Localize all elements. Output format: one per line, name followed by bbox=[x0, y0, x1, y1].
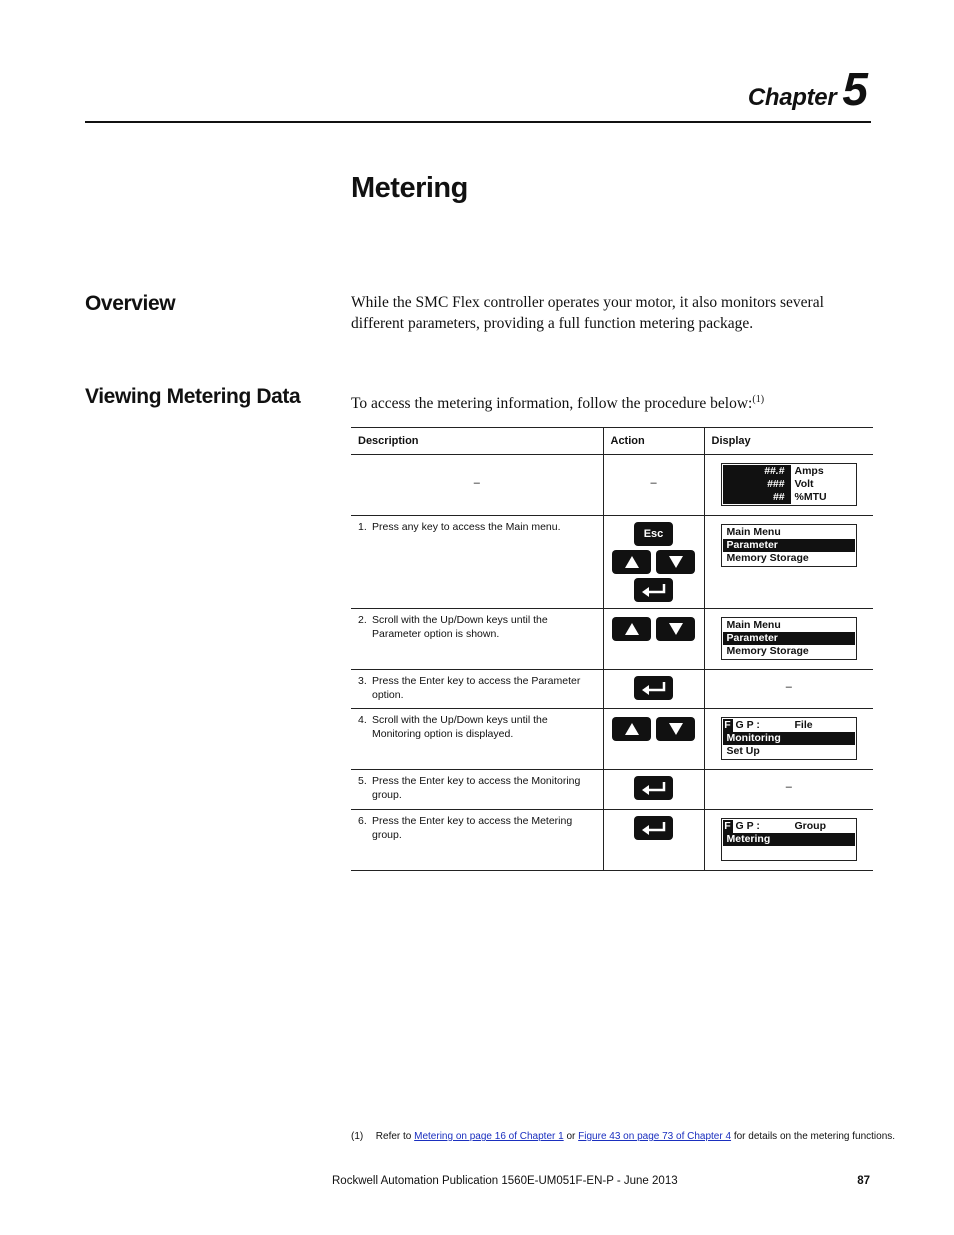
display-cell bbox=[704, 609, 873, 670]
header-action: Action bbox=[603, 428, 704, 455]
step-number: 6. bbox=[358, 815, 367, 827]
chapter-number: 5 bbox=[842, 63, 868, 115]
page-number: 87 bbox=[857, 1175, 870, 1187]
description-cell bbox=[351, 810, 603, 871]
description-cell bbox=[351, 670, 603, 709]
step-text: Press the Enter key to access the Parameter option. bbox=[372, 675, 581, 701]
lcd-display bbox=[721, 463, 857, 506]
down-arrow-icon bbox=[656, 617, 695, 641]
table-row bbox=[351, 609, 873, 670]
display-cell bbox=[704, 770, 873, 810]
lcd-line: Memory Storage bbox=[726, 552, 809, 564]
lcd-unit: Amps bbox=[794, 465, 824, 477]
step-text: Scroll with the Up/Down keys until the Monitoring option is displayed. bbox=[372, 714, 548, 740]
lcd-display bbox=[721, 524, 857, 567]
step-number: 1. bbox=[358, 521, 367, 533]
lcd-value: ### bbox=[723, 478, 791, 491]
display-cell bbox=[704, 709, 873, 770]
chapter-label: Chapter bbox=[747, 84, 837, 111]
lcd-header-value: File bbox=[794, 719, 813, 731]
action-cell bbox=[603, 810, 704, 871]
description-cell bbox=[351, 516, 603, 609]
footnote bbox=[351, 1131, 895, 1142]
lcd-line-selected: Monitoring bbox=[723, 732, 855, 745]
footnote-middle: or bbox=[566, 1131, 576, 1142]
description-cell bbox=[351, 770, 603, 810]
figure-link[interactable]: Figure 43 on page 73 of Chapter 4 bbox=[578, 1131, 732, 1142]
overview-heading: Overview bbox=[85, 292, 176, 315]
step-number: 2. bbox=[358, 614, 367, 626]
lcd-header-value: Group bbox=[794, 820, 826, 832]
metering-page-link[interactable]: Metering on page 16 of Chapter 1 bbox=[414, 1131, 564, 1142]
overview-text: While the SMC Flex controller operates your motor, it also monitors several different parameters, providing a full function metering package. bbox=[351, 294, 824, 332]
table-header-row bbox=[351, 428, 873, 455]
lcd-line-selected: Parameter bbox=[723, 632, 855, 645]
action-cell bbox=[603, 709, 704, 770]
lcd-line bbox=[723, 846, 855, 859]
lcd-group-label: G P : bbox=[735, 719, 760, 731]
down-arrow-icon bbox=[656, 717, 695, 741]
lcd-line: Set Up bbox=[726, 745, 760, 757]
up-arrow-icon bbox=[612, 717, 651, 741]
step-text: Press any key to access the Main menu. bbox=[372, 521, 561, 533]
down-arrow-icon bbox=[656, 550, 695, 574]
lcd-value: ## bbox=[723, 491, 791, 504]
step-text: Press the Enter key to access the Metering group. bbox=[372, 815, 573, 841]
step-number: 4. bbox=[358, 714, 367, 726]
action-cell bbox=[603, 516, 704, 609]
lcd-line: Main Menu bbox=[726, 526, 781, 538]
lcd-line-selected: Metering bbox=[723, 833, 855, 846]
footnote-prefix: Refer to bbox=[375, 1131, 412, 1142]
table-row bbox=[351, 709, 873, 770]
lcd-display bbox=[721, 717, 857, 760]
table-row bbox=[351, 810, 873, 871]
esc-key: Esc bbox=[634, 522, 673, 546]
step-text: Press the Enter key to access the Monitoring group. bbox=[372, 775, 581, 801]
lcd-line: Main Menu bbox=[726, 619, 781, 631]
lcd-group-label: G P : bbox=[735, 820, 760, 832]
metering-procedure-table bbox=[351, 427, 873, 871]
footnote-mark: (1) bbox=[351, 1131, 364, 1142]
display-cell bbox=[704, 516, 873, 609]
display-dash: – bbox=[785, 681, 792, 693]
lcd-unit: Volt bbox=[794, 478, 814, 490]
header-display: Display bbox=[704, 428, 873, 455]
lcd-value: ##.# bbox=[723, 465, 791, 478]
viewing-heading: Viewing Metering Data bbox=[85, 385, 301, 408]
lcd-file-marker: F bbox=[724, 820, 731, 832]
description-cell bbox=[351, 709, 603, 770]
lcd-unit: %MTU bbox=[794, 491, 827, 503]
enter-key-icon bbox=[634, 816, 673, 840]
lcd-file-marker: F bbox=[724, 719, 731, 731]
action-cell bbox=[603, 455, 704, 516]
viewing-intro-text: To access the metering information, follow the procedure below: bbox=[351, 395, 753, 412]
action-cell bbox=[603, 770, 704, 810]
chapter-divider bbox=[85, 121, 871, 123]
lcd-line-selected: Parameter bbox=[723, 539, 855, 552]
table-row bbox=[351, 516, 873, 609]
display-cell bbox=[704, 455, 873, 516]
table-row bbox=[351, 455, 873, 516]
publication-info: Rockwell Automation Publication 1560E-UM051F-EN-P - June 2013 bbox=[332, 1175, 678, 1187]
display-cell bbox=[704, 810, 873, 871]
enter-key-icon bbox=[634, 578, 673, 602]
description-cell bbox=[351, 455, 603, 516]
lcd-display bbox=[721, 818, 857, 861]
lcd-line: Memory Storage bbox=[726, 645, 809, 657]
action-cell bbox=[603, 609, 704, 670]
header-description: Description bbox=[351, 428, 603, 455]
up-arrow-icon bbox=[612, 550, 651, 574]
description-dash: – bbox=[473, 477, 480, 489]
step-number: 5. bbox=[358, 775, 367, 787]
chapter-heading bbox=[748, 62, 868, 116]
page-title: Metering bbox=[351, 172, 468, 204]
viewing-intro bbox=[351, 389, 764, 414]
step-text: Scroll with the Up/Down keys until the Parameter option is shown. bbox=[372, 614, 548, 640]
lcd-display bbox=[721, 617, 857, 660]
enter-key-icon bbox=[634, 776, 673, 800]
action-cell bbox=[603, 670, 704, 709]
table-row bbox=[351, 670, 873, 709]
description-cell bbox=[351, 609, 603, 670]
table-row bbox=[351, 770, 873, 810]
footnote-reference[interactable]: (1) bbox=[752, 394, 765, 405]
step-number: 3. bbox=[358, 675, 367, 687]
display-dash: – bbox=[785, 781, 792, 793]
footnote-suffix: for details on the metering functions. bbox=[733, 1131, 896, 1142]
action-dash: – bbox=[650, 477, 657, 489]
display-cell bbox=[704, 670, 873, 709]
enter-key-icon bbox=[634, 676, 673, 700]
up-arrow-icon bbox=[612, 617, 651, 641]
